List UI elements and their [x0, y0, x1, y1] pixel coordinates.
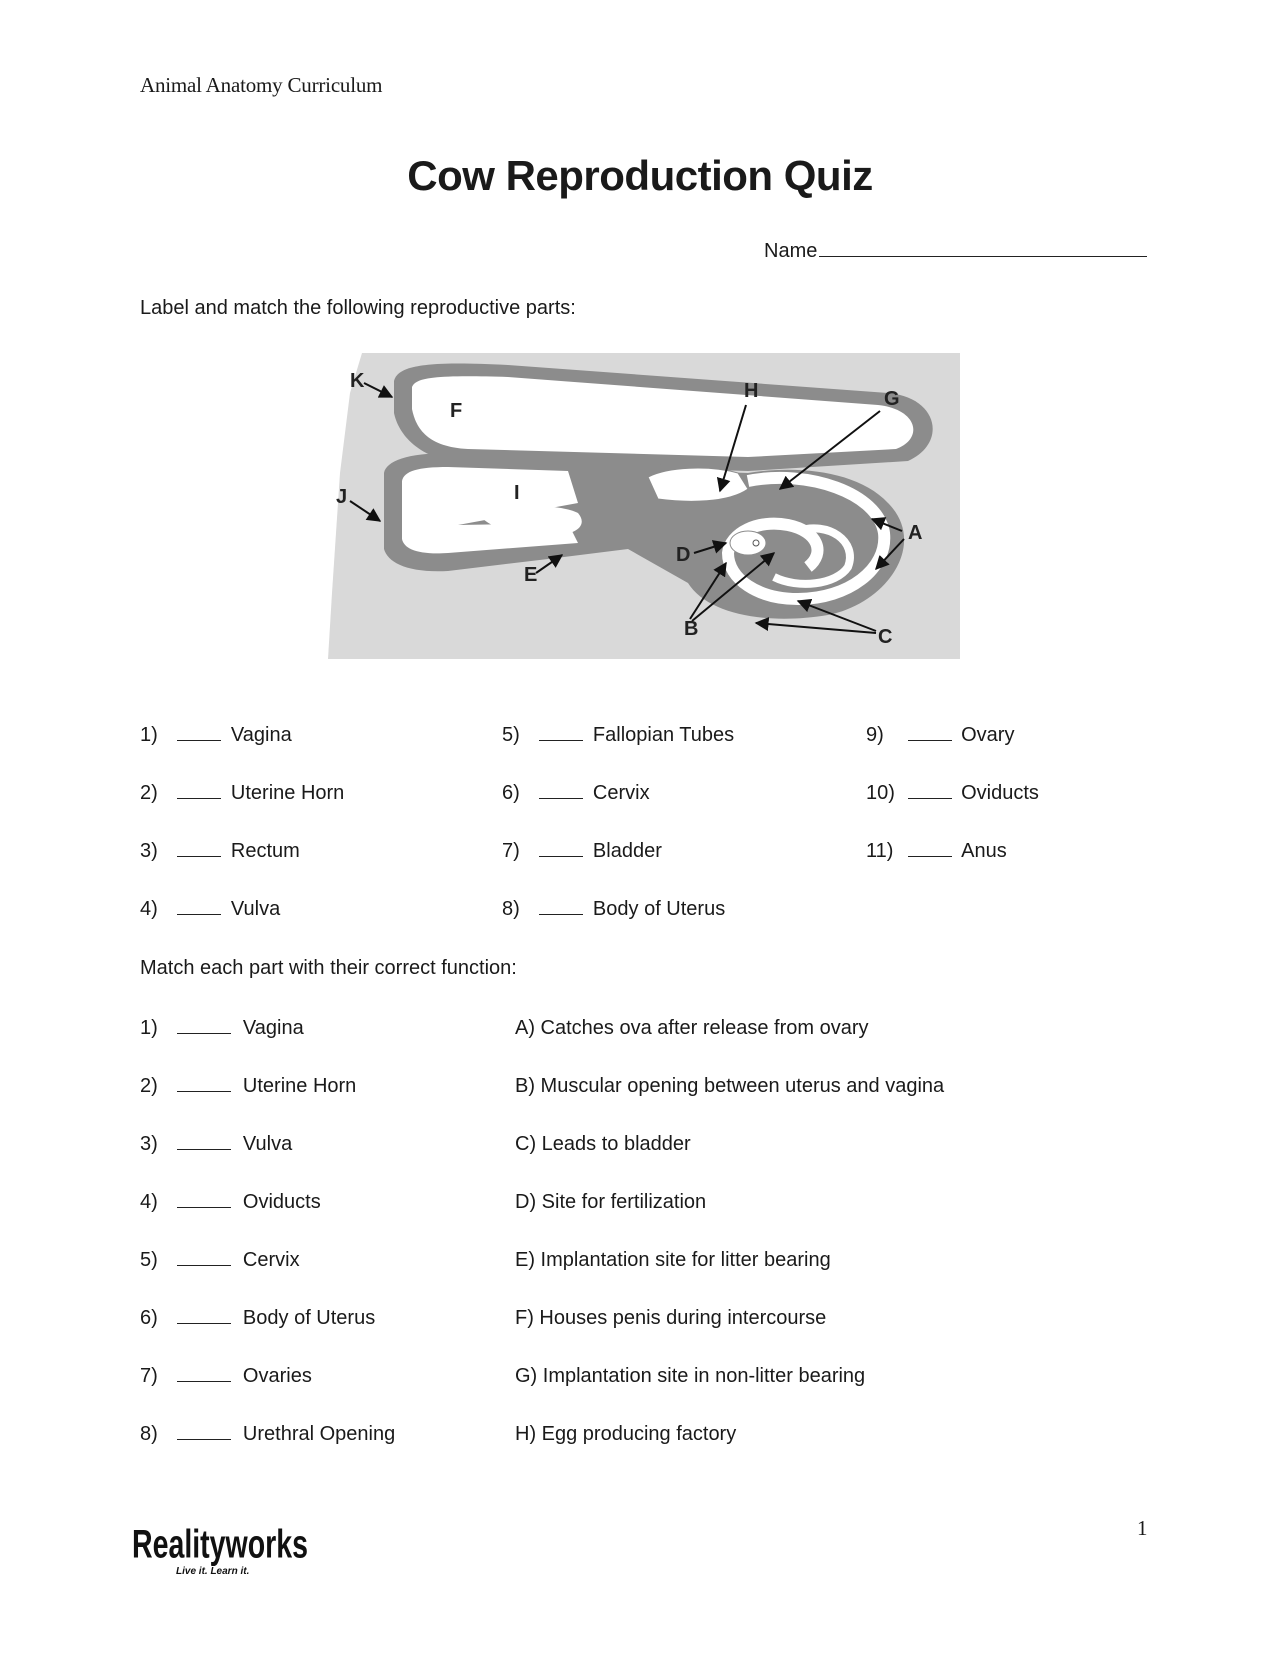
parts-item-blank[interactable] [177, 724, 221, 741]
parts-item-label: Bladder [592, 840, 662, 862]
match-item-number: 8) [140, 1423, 158, 1445]
parts-item [866, 724, 1014, 747]
match-item-label: Urethral Opening [242, 1423, 396, 1445]
parts-item-blank[interactable] [908, 782, 952, 799]
match-item-number: 7) [140, 1365, 158, 1387]
page-title: Cow Reproduction Quiz [407, 152, 873, 199]
section1-instruction: Label and match the following reproductive parts: [140, 297, 576, 319]
parts-item [502, 898, 725, 921]
parts-item-label: Cervix [592, 782, 650, 804]
diagram-label-i: I [514, 482, 520, 504]
parts-item [866, 840, 1007, 863]
function-item: D) Site for fertilization [515, 1191, 707, 1213]
realityworks-logo [130, 1518, 320, 1578]
diagram-label-f: F [450, 400, 463, 422]
parts-item-blank[interactable] [908, 840, 952, 857]
function-item: E) Implantation site for litter bearing [515, 1249, 831, 1271]
ovary [730, 531, 766, 555]
parts-item-blank[interactable] [539, 840, 583, 857]
function-item: B) Muscular opening between uterus and vagina [515, 1075, 945, 1097]
match-item [140, 1075, 356, 1098]
diagram-label-c: C [878, 626, 893, 648]
parts-item [140, 724, 292, 747]
parts-item-blank[interactable] [177, 898, 221, 915]
match-item-number: 2) [140, 1075, 158, 1097]
match-item-label: Body of Uterus [242, 1307, 376, 1329]
match-item-blank[interactable] [177, 1365, 231, 1382]
parts-item-label: Oviducts [961, 782, 1039, 804]
diagram-label-b: B [684, 618, 699, 640]
curriculum-header: Animal Anatomy Curriculum [140, 73, 383, 97]
match-item-label: Uterine Horn [242, 1075, 357, 1097]
parts-item-blank[interactable] [177, 782, 221, 799]
match-item-label: Cervix [242, 1249, 300, 1271]
diagram-label-j: J [336, 486, 348, 508]
function-item: C) Leads to bladder [515, 1133, 691, 1155]
parts-item [140, 782, 344, 805]
parts-item-number: 8) [502, 898, 520, 920]
function-item: G) Implantation site in non-litter bearing [515, 1365, 866, 1387]
page-number: 1 [1137, 1516, 1148, 1540]
cervix [648, 468, 748, 501]
match-item-number: 5) [140, 1249, 158, 1271]
parts-item-label: Anus [961, 840, 1007, 862]
diagram-label-d: D [676, 544, 691, 566]
match-item [140, 1307, 375, 1330]
parts-item-number: 3) [140, 840, 158, 862]
diagram-label-a: A [908, 522, 923, 544]
match-item [140, 1133, 292, 1156]
parts-item-label: Vulva [230, 898, 281, 920]
match-item-number: 4) [140, 1191, 158, 1213]
parts-item-number: 5) [502, 724, 520, 746]
parts-item-number: 6) [502, 782, 520, 804]
parts-item [140, 840, 300, 863]
parts-item-number: 9) [866, 724, 884, 746]
parts-item-blank[interactable] [539, 724, 583, 741]
match-item-label: Ovaries [242, 1365, 312, 1387]
cow-reproductive-diagram [328, 353, 960, 659]
function-item: H) Egg producing factory [515, 1423, 737, 1445]
match-item-blank[interactable] [177, 1191, 231, 1208]
match-item-label: Vulva [242, 1133, 293, 1155]
parts-item-label: Rectum [230, 840, 300, 862]
diagram-label-g: G [884, 388, 900, 410]
match-item [140, 1249, 300, 1272]
parts-item-number: 11) [866, 840, 894, 862]
function-item: A) Catches ova after release from ovary [515, 1017, 869, 1039]
match-item-number: 3) [140, 1133, 158, 1155]
match-item-blank[interactable] [177, 1307, 231, 1324]
match-item-number: 6) [140, 1307, 158, 1329]
parts-item [140, 898, 280, 921]
parts-item [502, 782, 650, 805]
parts-item [502, 840, 662, 863]
section2-instruction: Match each part with their correct function: [140, 957, 517, 979]
parts-item [866, 782, 1039, 805]
match-item-label: Vagina [242, 1017, 304, 1039]
parts-item-blank[interactable] [539, 782, 583, 799]
diagram-label-h: H [744, 380, 759, 402]
parts-item-blank[interactable] [177, 840, 221, 857]
match-item-blank[interactable] [177, 1017, 231, 1034]
parts-item-label: Vagina [230, 724, 292, 746]
name-label: Name [764, 240, 818, 262]
parts-item-number: 10) [866, 782, 895, 804]
match-item-number: 1) [140, 1017, 158, 1039]
parts-item-label: Ovary [961, 724, 1015, 746]
logo-tagline: Live it. Learn it. [176, 1566, 250, 1577]
function-item: F) Houses penis during intercourse [515, 1307, 827, 1329]
match-item-blank[interactable] [177, 1249, 231, 1266]
parts-item-number: 1) [140, 724, 158, 746]
match-item [140, 1365, 312, 1388]
parts-item-number: 2) [140, 782, 158, 804]
parts-item-blank[interactable] [908, 724, 952, 741]
name-field[interactable] [764, 238, 1147, 263]
diagram-label-e: E [524, 564, 538, 586]
match-item-blank[interactable] [177, 1423, 231, 1440]
logo-text: Realityworks [132, 1523, 308, 1568]
name-blank-line[interactable] [819, 238, 1147, 257]
parts-item-blank[interactable] [539, 898, 583, 915]
parts-item-label: Fallopian Tubes [592, 724, 735, 746]
parts-item [502, 724, 734, 747]
match-item [140, 1191, 321, 1214]
match-item-blank[interactable] [177, 1075, 231, 1092]
parts-item-label: Body of Uterus [592, 898, 726, 920]
parts-item-number: 7) [502, 840, 520, 862]
match-item-blank[interactable] [177, 1133, 231, 1150]
diagram-label-k: K [350, 370, 365, 392]
match-item-label: Oviducts [242, 1191, 321, 1213]
match-item [140, 1017, 304, 1040]
parts-item-number: 4) [140, 898, 158, 920]
match-item [140, 1423, 395, 1446]
parts-item-label: Uterine Horn [230, 782, 345, 804]
